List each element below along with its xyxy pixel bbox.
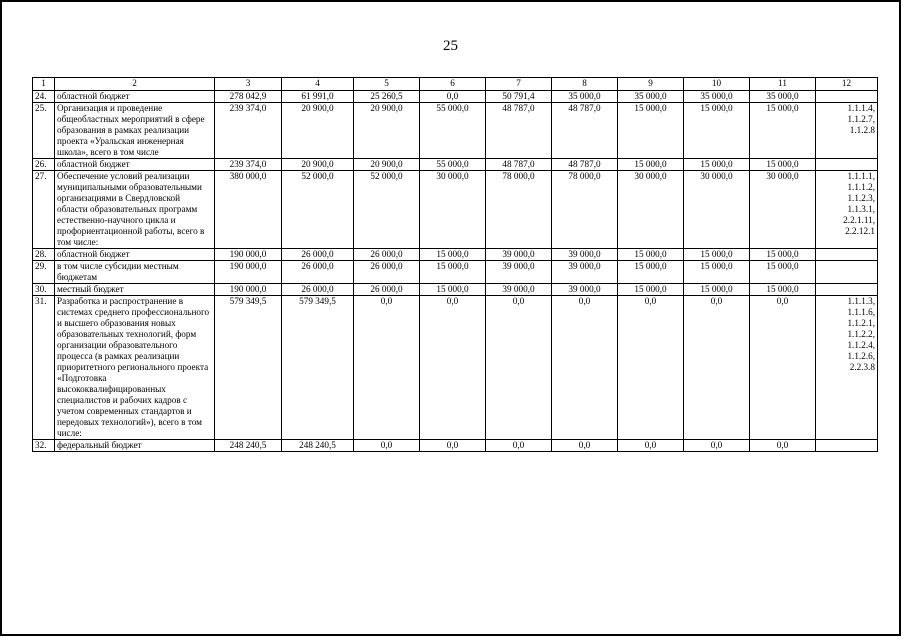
column-header: 6 bbox=[420, 78, 486, 91]
row-value: 39 000,0 bbox=[552, 249, 618, 261]
column-header: 4 bbox=[282, 78, 354, 91]
column-header: 7 bbox=[486, 78, 552, 91]
table-row bbox=[33, 91, 878, 103]
column-header: 9 bbox=[618, 78, 684, 91]
row-value: 579 349,5 bbox=[282, 296, 354, 440]
row-value: 15 000,0 bbox=[618, 159, 684, 171]
row-value: 0,0 bbox=[684, 296, 750, 440]
row-value: 15 000,0 bbox=[618, 261, 684, 284]
row-name: Разработка и распространение в системах среднего профессионального и высшего образования новых образовательных технологий, форм организации образовательного процесса (в рамках реализации приоритетного регионального проекта «Подготовка высококвалифицированных специалистов и рабочих кадров с учетом современных стандартов и передовых технологий»), всего в том числе: bbox=[55, 296, 215, 440]
table-body bbox=[33, 91, 878, 452]
column-header: 1 bbox=[33, 78, 55, 91]
row-refs bbox=[816, 284, 878, 296]
row-name: Обеспечение условий реализации муниципальными образовательными организациями в Свердловской области образовательных программ естественно-научного цикла и профориентационной работы, всего в том числе: bbox=[55, 171, 215, 249]
row-value: 190 000,0 bbox=[215, 261, 282, 284]
row-value: 15 000,0 bbox=[684, 249, 750, 261]
row-value: 190 000,0 bbox=[215, 249, 282, 261]
row-number: 30. bbox=[33, 284, 55, 296]
row-number: 29. bbox=[33, 261, 55, 284]
row-value: 15 000,0 bbox=[750, 103, 816, 159]
row-value: 30 000,0 bbox=[684, 171, 750, 249]
row-value: 15 000,0 bbox=[618, 249, 684, 261]
column-header: 11 bbox=[750, 78, 816, 91]
column-header: 3 bbox=[215, 78, 282, 91]
row-value: 20 900,0 bbox=[282, 103, 354, 159]
row-value: 39 000,0 bbox=[486, 249, 552, 261]
row-value: 15 000,0 bbox=[420, 284, 486, 296]
row-value: 26 000,0 bbox=[354, 284, 420, 296]
row-value: 380 000,0 bbox=[215, 171, 282, 249]
row-value: 78 000,0 bbox=[486, 171, 552, 249]
row-refs: 1.1.1.3, 1.1.1.6, 1.1.2.1, 1.1.2.2, 1.1.2.4, 1.1.2.6, 2.2.3.8 bbox=[816, 296, 878, 440]
row-value: 15 000,0 bbox=[750, 284, 816, 296]
row-value: 239 374,0 bbox=[215, 103, 282, 159]
row-value: 30 000,0 bbox=[420, 171, 486, 249]
row-value: 15 000,0 bbox=[684, 159, 750, 171]
row-value: 190 000,0 bbox=[215, 284, 282, 296]
row-value: 15 000,0 bbox=[618, 103, 684, 159]
row-value: 0,0 bbox=[618, 440, 684, 452]
row-value: 0,0 bbox=[552, 440, 618, 452]
table-row bbox=[33, 103, 878, 159]
row-value: 39 000,0 bbox=[552, 284, 618, 296]
row-value: 0,0 bbox=[354, 440, 420, 452]
row-number: 28. bbox=[33, 249, 55, 261]
column-header: 12 bbox=[816, 78, 878, 91]
row-value: 0,0 bbox=[618, 296, 684, 440]
page-number: 25 bbox=[443, 38, 458, 54]
row-name: областной бюджет bbox=[55, 91, 215, 103]
row-value: 26 000,0 bbox=[354, 249, 420, 261]
row-value: 39 000,0 bbox=[486, 261, 552, 284]
row-refs bbox=[816, 440, 878, 452]
row-value: 48 787,0 bbox=[552, 103, 618, 159]
row-value: 55 000,0 bbox=[420, 103, 486, 159]
row-value: 15 000,0 bbox=[750, 159, 816, 171]
row-value: 278 042,9 bbox=[215, 91, 282, 103]
row-name: федеральный бюджет bbox=[55, 440, 215, 452]
row-value: 239 374,0 bbox=[215, 159, 282, 171]
table-row bbox=[33, 261, 878, 284]
row-value: 48 787,0 bbox=[486, 103, 552, 159]
row-value: 78 000,0 bbox=[552, 171, 618, 249]
row-number: 26. bbox=[33, 159, 55, 171]
row-refs bbox=[816, 249, 878, 261]
row-value: 26 000,0 bbox=[282, 284, 354, 296]
row-value: 20 900,0 bbox=[354, 159, 420, 171]
table-row bbox=[33, 296, 878, 440]
row-value: 35 000,0 bbox=[684, 91, 750, 103]
row-value: 15 000,0 bbox=[684, 284, 750, 296]
row-name: местный бюджет bbox=[55, 284, 215, 296]
table-row bbox=[33, 284, 878, 296]
row-value: 26 000,0 bbox=[282, 261, 354, 284]
row-value: 30 000,0 bbox=[618, 171, 684, 249]
row-value: 248 240,5 bbox=[215, 440, 282, 452]
row-value: 30 000,0 bbox=[750, 171, 816, 249]
row-value: 26 000,0 bbox=[354, 261, 420, 284]
row-value: 20 900,0 bbox=[282, 159, 354, 171]
table-row bbox=[33, 171, 878, 249]
row-value: 48 787,0 bbox=[552, 159, 618, 171]
row-value: 0,0 bbox=[354, 296, 420, 440]
row-value: 15 000,0 bbox=[684, 103, 750, 159]
row-number: 32. bbox=[33, 440, 55, 452]
row-value: 50 791,4 bbox=[486, 91, 552, 103]
row-name: Организация и проведение общеобластных мероприятий в сфере образования в рамках реализации проекта «Уральская инженерная школа», всего в том числе bbox=[55, 103, 215, 159]
row-value: 35 000,0 bbox=[618, 91, 684, 103]
row-number: 24. bbox=[33, 91, 55, 103]
row-name: областной бюджет bbox=[55, 249, 215, 261]
row-value: 25 260,5 bbox=[354, 91, 420, 103]
budget-table bbox=[32, 77, 878, 452]
table-row bbox=[33, 159, 878, 171]
row-value: 15 000,0 bbox=[684, 261, 750, 284]
row-refs bbox=[816, 159, 878, 171]
row-value: 26 000,0 bbox=[282, 249, 354, 261]
row-value: 39 000,0 bbox=[552, 261, 618, 284]
row-value: 248 240,5 bbox=[282, 440, 354, 452]
row-refs bbox=[816, 91, 878, 103]
row-value: 20 900,0 bbox=[354, 103, 420, 159]
row-refs: 1.1.1.1, 1.1.1.2, 1.1.2.3, 1.1.3.1, 2.2.1.11, 2.2.12.1 bbox=[816, 171, 878, 249]
row-value: 52 000,0 bbox=[354, 171, 420, 249]
table-row bbox=[33, 440, 878, 452]
row-value: 0,0 bbox=[684, 440, 750, 452]
row-value: 55 000,0 bbox=[420, 159, 486, 171]
row-value: 15 000,0 bbox=[750, 261, 816, 284]
row-value: 15 000,0 bbox=[420, 261, 486, 284]
row-value: 0,0 bbox=[486, 296, 552, 440]
row-refs bbox=[816, 261, 878, 284]
column-number-row bbox=[33, 78, 878, 91]
row-value: 0,0 bbox=[486, 440, 552, 452]
column-header: 5 bbox=[354, 78, 420, 91]
row-name: областной бюджет bbox=[55, 159, 215, 171]
row-value: 39 000,0 bbox=[486, 284, 552, 296]
row-value: 35 000,0 bbox=[750, 91, 816, 103]
row-value: 0,0 bbox=[750, 440, 816, 452]
row-value: 15 000,0 bbox=[750, 249, 816, 261]
row-name: в том числе субсидии местным бюджетам bbox=[55, 261, 215, 284]
row-value: 15 000,0 bbox=[618, 284, 684, 296]
row-number: 31. bbox=[33, 296, 55, 440]
row-value: 0,0 bbox=[750, 296, 816, 440]
row-value: 0,0 bbox=[420, 91, 486, 103]
row-refs: 1.1.1.4, 1.1.2.7, 1.1.2.8 bbox=[816, 103, 878, 159]
row-value: 48 787,0 bbox=[486, 159, 552, 171]
row-value: 35 000,0 bbox=[552, 91, 618, 103]
row-value: 0,0 bbox=[420, 440, 486, 452]
row-value: 61 991,0 bbox=[282, 91, 354, 103]
column-header: 8 bbox=[552, 78, 618, 91]
row-value: 0,0 bbox=[420, 296, 486, 440]
row-value: 52 000,0 bbox=[282, 171, 354, 249]
row-value: 0,0 bbox=[552, 296, 618, 440]
column-header: 10 bbox=[684, 78, 750, 91]
column-header: 2 bbox=[55, 78, 215, 91]
row-number: 27. bbox=[33, 171, 55, 249]
row-value: 15 000,0 bbox=[420, 249, 486, 261]
row-number: 25. bbox=[33, 103, 55, 159]
row-value: 579 349,5 bbox=[215, 296, 282, 440]
table-row bbox=[33, 249, 878, 261]
